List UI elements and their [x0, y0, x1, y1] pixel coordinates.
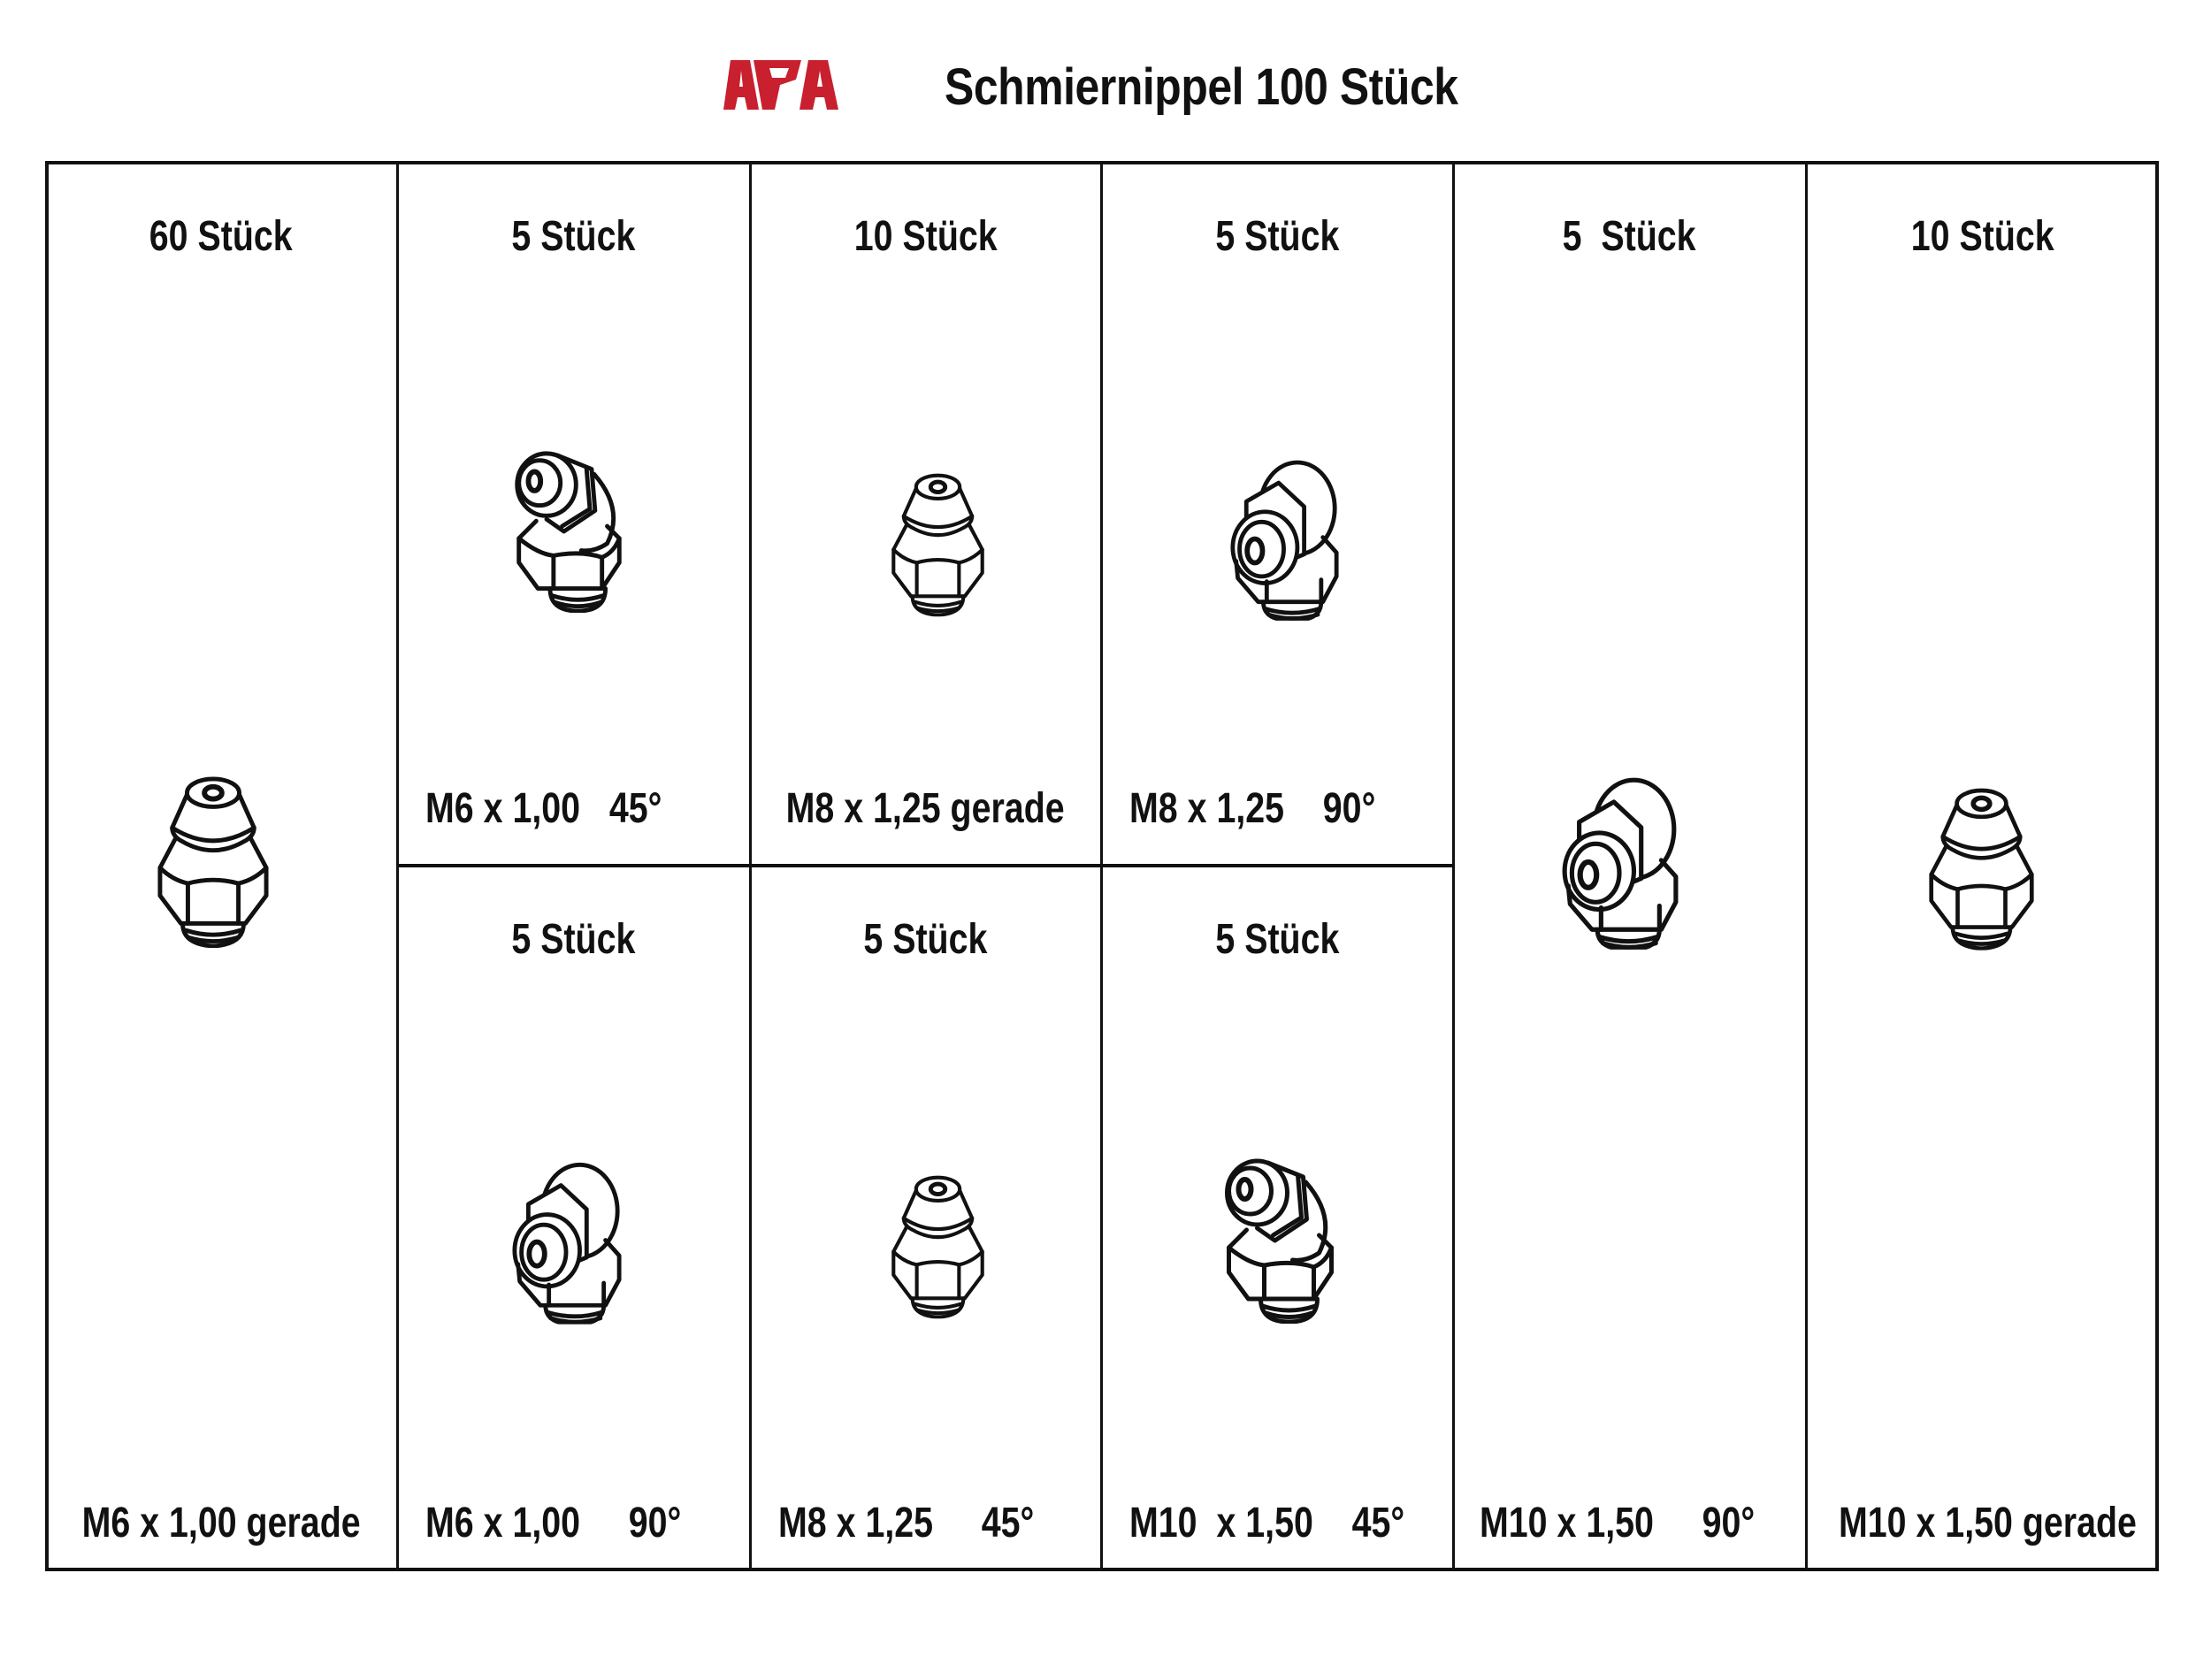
compartment-m8-90: [1101, 161, 1453, 866]
quantity-label: 5 Stück: [1563, 213, 1696, 260]
quantity-label: 5 Stück: [511, 213, 636, 260]
compartment-m10-straight: [1806, 161, 2159, 1571]
quantity-label: 5 Stück: [1214, 916, 1340, 963]
compartment-m8-45: [750, 866, 1101, 1571]
apa-logo: [723, 60, 838, 110]
spec-label: M10 x 1,50 gerade: [1838, 1500, 2137, 1546]
spec-label: M8 x 1,25 90°: [1129, 785, 1376, 832]
quantity-label: 10 Stück: [853, 213, 998, 260]
page-title: Schmiernippel 100 Stück: [945, 58, 1458, 116]
grease-nipple-straight-icon: [891, 470, 985, 617]
quantity-label: 5 Stück: [1214, 213, 1340, 260]
grease-nipple-45-icon: [511, 448, 625, 613]
compartment-m6-90: [397, 866, 750, 1571]
compartment-m6-45: [397, 161, 750, 866]
compartment-m6-straight: [45, 161, 397, 1571]
grease-nipple-90-icon: [1229, 458, 1340, 622]
compartment-m10-90: [1453, 161, 1806, 1571]
spec-label: M8 x 1,25 45°: [778, 1500, 1035, 1546]
grease-nipple-90-icon: [1561, 775, 1679, 951]
spec-label: M6 x 1,00 45°: [425, 785, 662, 832]
grease-nipple-straight-icon: [157, 774, 270, 948]
spec-label: M10 x 1,50 45°: [1129, 1500, 1405, 1546]
grease-nipple-straight-icon: [1928, 785, 2035, 951]
grease-nipple-straight-icon: [891, 1172, 985, 1319]
grease-nipple-45-icon: [1221, 1156, 1337, 1324]
spec-label: M6 x 1,00 gerade: [81, 1500, 361, 1546]
grease-nipple-90-icon: [511, 1161, 623, 1325]
spec-label: M8 x 1,25 gerade: [785, 785, 1066, 832]
quantity-label: 60 Stück: [149, 213, 293, 260]
quantity-label: 5 Stück: [511, 916, 636, 963]
compartment-m10-45: [1101, 866, 1453, 1571]
quantity-label: 5 Stück: [863, 916, 988, 963]
quantity-label: 10 Stück: [1910, 213, 2054, 260]
spec-label: M6 x 1,00 90°: [425, 1500, 682, 1546]
compartment-m8-straight: [750, 161, 1101, 866]
spec-label: M10 x 1,50 90°: [1480, 1500, 1756, 1546]
